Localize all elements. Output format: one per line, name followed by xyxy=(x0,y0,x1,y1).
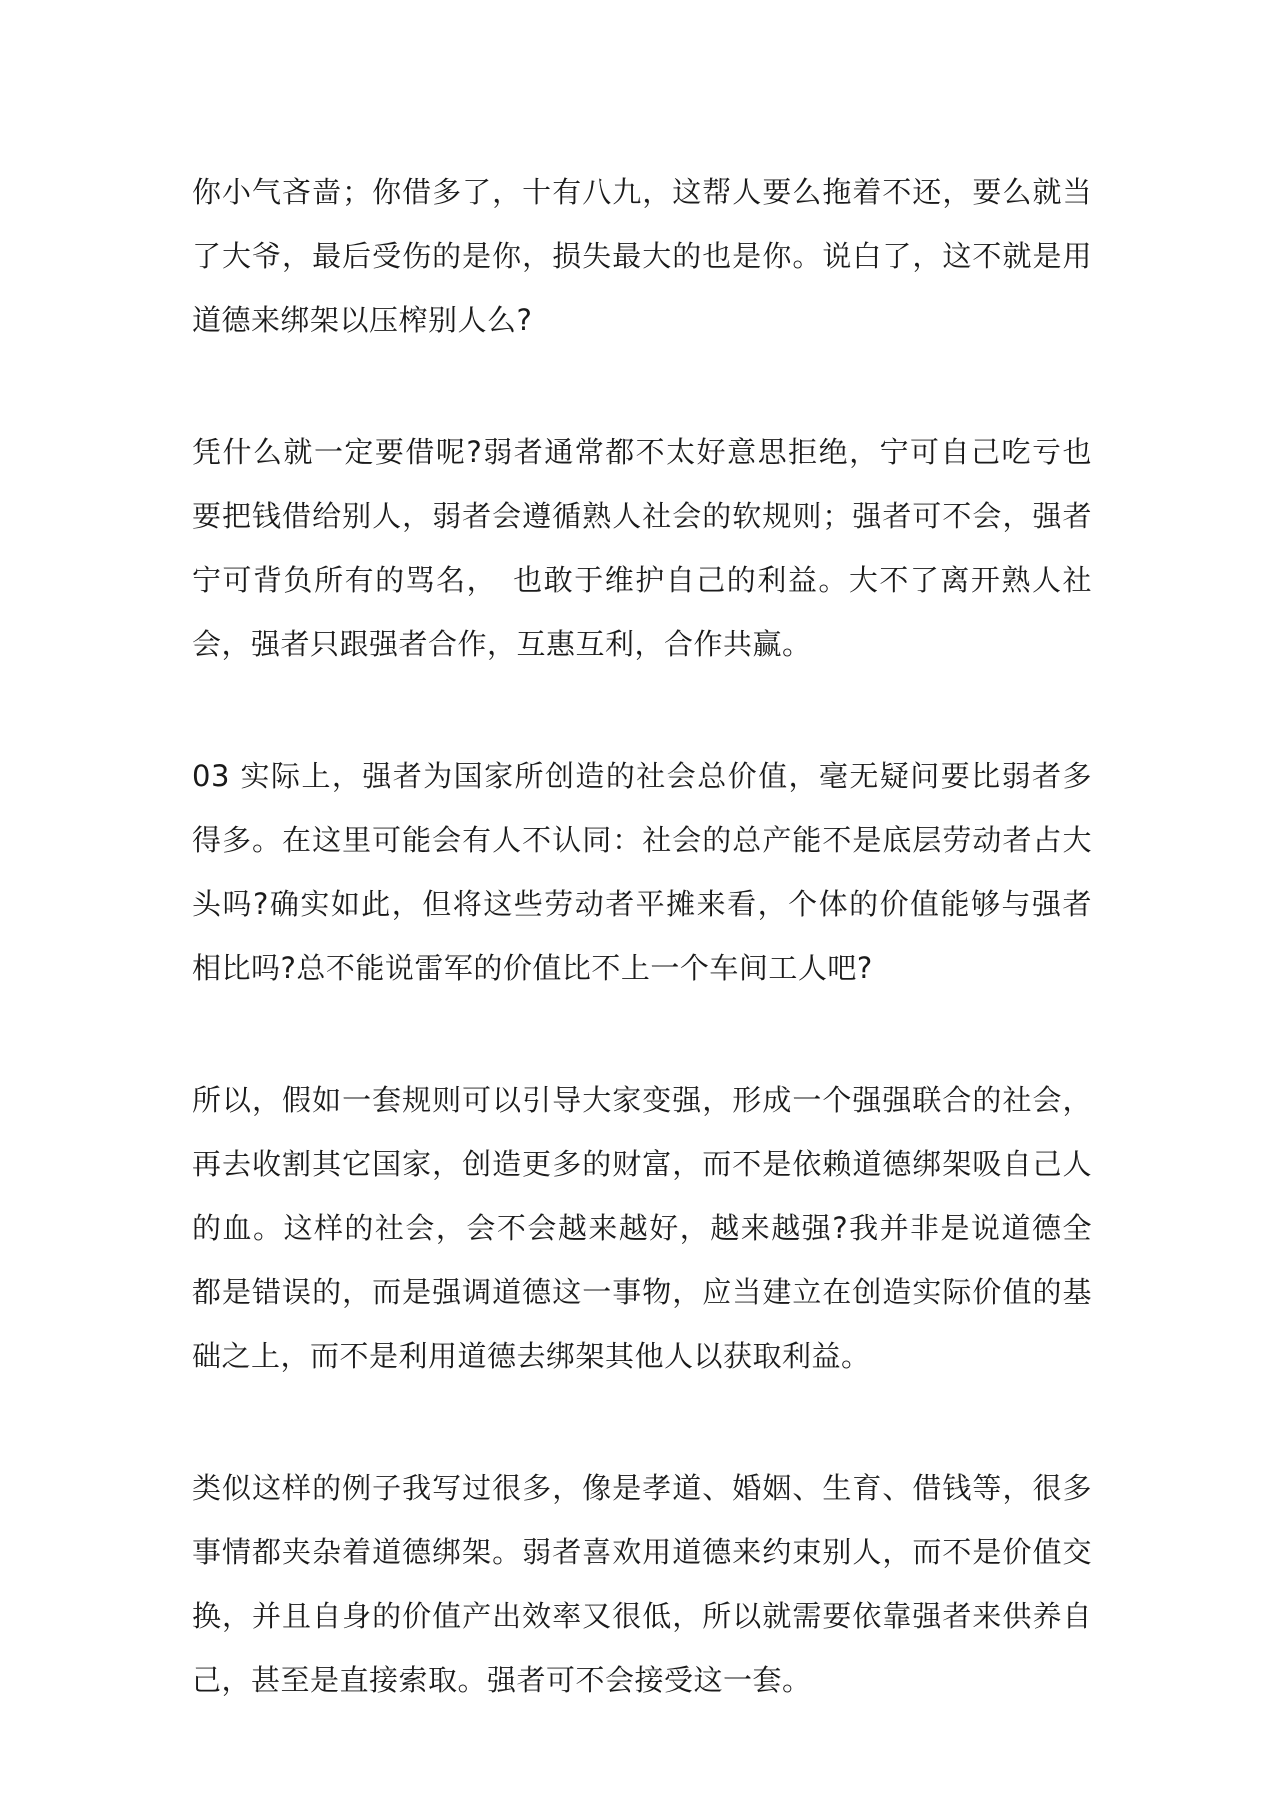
document-page xyxy=(192,160,1092,1712)
paragraph-4: 所以，假如一套规则可以引导大家变强，形成一个强强联合的社会，再去收割其它国家，创造更多的财富，而不是依赖道德绑架吸自己人的血。这样的社会，会不会越来越好，越来越强?我并非是说道德全都是错误的，而是强调道德这一事物，应当建立在创造实际价值的基础之上，而不是利用道德去绑架其他人以获取利益。 xyxy=(192,1083,1092,1373)
paragraph-5: 类似这样的例子我写过很多，像是孝道、婚姻、生育、借钱等，很多事情都夹杂着道德绑架。弱者喜欢用道德来约束别人，而不是价值交换，并且自身的价值产出效率又很低，所以就需要依靠强者来供养自己，甚至是直接索取。强者可不会接受这一套。 xyxy=(192,1471,1092,1697)
paragraph-2: 凭什么就一定要借呢?弱者通常都不太好意思拒绝，宁可自己吃亏也要把钱借给别人，弱者会遵循熟人社会的软规则；强者可不会，强者宁可背负所有的骂名， 也敢于维护自己的利益。大不了离开熟人社会，强者只跟强者合作，互惠互利，合作共赢。 xyxy=(192,435,1092,661)
paragraph-1: 你小气吝啬；你借多了，十有八九，这帮人要么拖着不还，要么就当了大爷，最后受伤的是你，损失最大的也是你。说白了，这不就是用道德来绑架以压榨别人么? xyxy=(192,175,1092,337)
paragraph-3: 03 实际上，强者为国家所创造的社会总价值，毫无疑问要比弱者多得多。在这里可能会有人不认同：社会的总产能不是底层劳动者占大头吗?确实如此，但将这些劳动者平摊来看，个体的价值能够与强者相比吗?总不能说雷军的价值比不上一个车间工人吧? xyxy=(192,759,1092,985)
